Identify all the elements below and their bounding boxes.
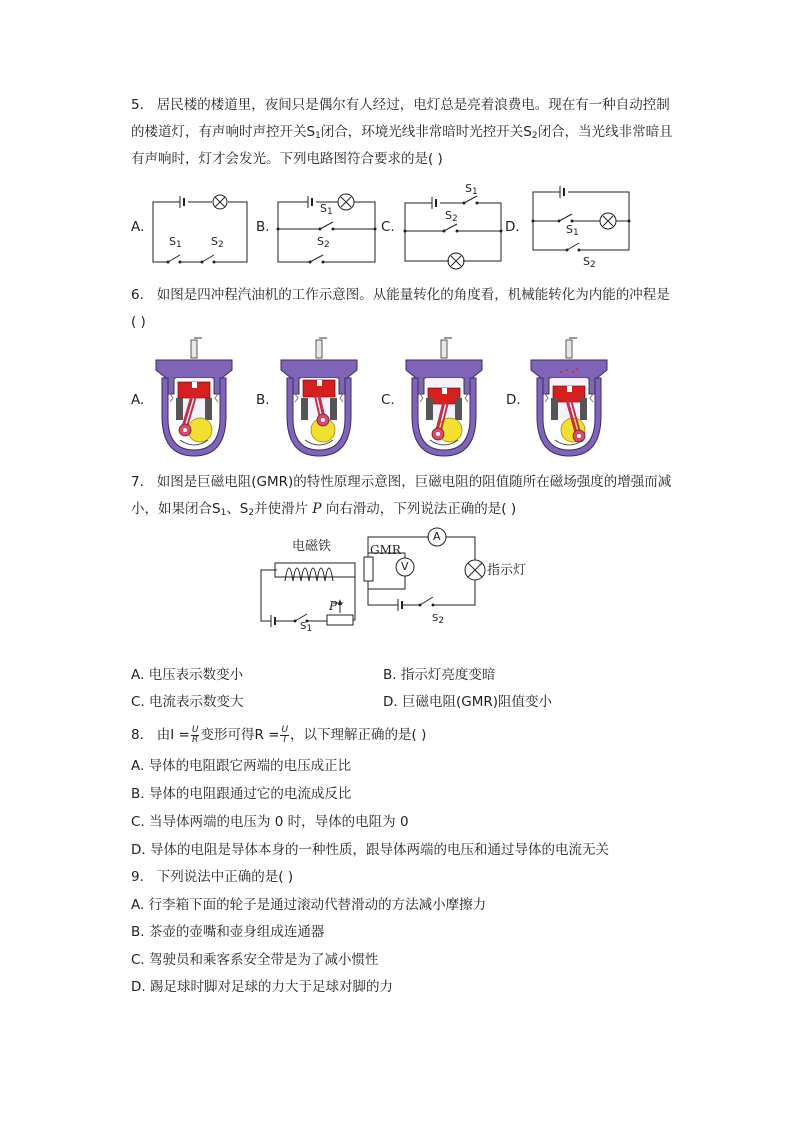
- q9-option-d: D. 踢足球时脚对足球的力大于足球对脚的力: [131, 979, 393, 995]
- q9-option-b: B. 茶壶的壶嘴和壶身组成连通器: [131, 924, 325, 940]
- q5-circuit-c: [400, 185, 505, 275]
- q6-option-c-label: C.: [381, 392, 395, 408]
- q5-b-s1-label: $S_1$: [320, 202, 333, 217]
- q6-engine-c: [402, 338, 486, 460]
- q5-d-s1-label: $S_1$: [566, 223, 579, 238]
- q8-line1: 8. 由I = $\frac{U}{R}$ 变形可得R = $\frac{U}{I}$ ，以下理解正确的是( ): [131, 724, 427, 745]
- q6-engine-a: [152, 338, 236, 460]
- q7-electromagnet-label: 电磁铁: [292, 539, 332, 554]
- q5-a-s1-label: $S_1$: [169, 235, 182, 250]
- q7-s1-label: $S_1$: [300, 621, 313, 634]
- q8-option-c: C. 当导体两端的电压为 0 时，导体的电阻为 0: [131, 814, 409, 830]
- q8-fraction-1: $\frac{U}{R}$: [191, 724, 199, 745]
- q7-line1: 7. 如图是巨磁电阻(GMR)的特性原理示意图，巨磁电阻的阻值随所在磁场强度的增强而减: [131, 474, 672, 490]
- q6-engine-d: [527, 338, 611, 460]
- q6-engine-b: [277, 338, 361, 460]
- q5-line3: 有声响时，灯才会发光。下列电路图符合要求的是( ): [131, 151, 443, 167]
- q5-a-s2-label: $S_2$: [211, 235, 224, 250]
- q5-circuit-a: [150, 185, 250, 267]
- q7-ammeter-label: A: [433, 530, 441, 543]
- q5-d-s2-label: $S_2$: [583, 255, 596, 270]
- q7-option-c: C. 电流表示数变大: [131, 694, 244, 710]
- q5-option-b-label: B.: [256, 219, 270, 235]
- q7-voltmeter-label: V: [401, 560, 409, 573]
- q7-option-d: D. 巨磁电阻(GMR)阻值变小: [383, 694, 553, 710]
- q5-line2: 的楼道灯，有声响时声控开关$S_1$闭合，环境光线非常暗时光控开关$S_2$闭合，当光线非常暗且: [131, 124, 673, 141]
- q6-option-b-label: B.: [256, 392, 270, 408]
- q8-fraction-2: $\frac{U}{I}$: [281, 724, 289, 745]
- q8-option-a: A. 导体的电阻跟它两端的电压成正比: [131, 758, 352, 774]
- q9-line1: 9. 下列说法中正确的是( ): [131, 869, 294, 885]
- q5-c-s1-label: $S_1$: [465, 182, 478, 197]
- q6-option-d-label: D.: [506, 392, 521, 408]
- q5-line1: 5. 居民楼的楼道里，夜间只是偶尔有人经过，电灯总是亮着浪费电。现在有一种自动控制: [131, 97, 670, 113]
- q6-option-a-label: A.: [131, 392, 145, 408]
- q6-line1: 6. 如图是四冲程汽油机的工作示意图。从能量转化的角度看，机械能转化为内能的冲程是: [131, 287, 670, 303]
- q7-line2: 小，如果闭合$S_1$、$S_2$并使滑片 P 向右滑动，下列说法正确的是( ): [131, 501, 517, 518]
- q8-option-d: D. 导体的电阻是导体本身的一种性质，跟导体两端的电压和通过导体的电流无关: [131, 842, 609, 858]
- q6-line2: ( ): [131, 314, 146, 330]
- q5-circuit-d: [525, 180, 635, 270]
- q7-s2-label: $S_2$: [432, 613, 445, 626]
- q5-option-c-label: C.: [381, 219, 395, 235]
- q5-b-s2-label: $S_2$: [317, 235, 330, 250]
- q9-option-c: C. 驾驶员和乘客系安全带是为了减小惯性: [131, 952, 379, 968]
- q9-option-a: A. 行李箱下面的轮子是通过滚动代替滑动的方法减小摩擦力: [131, 897, 487, 913]
- q5-c-s2-label: $S_2$: [445, 209, 458, 224]
- q7-slider-p-label: P: [329, 599, 338, 613]
- q7-gmr-label: GMR: [370, 543, 401, 557]
- q8-option-b: B. 导体的电阻跟通过它的电流成反比: [131, 786, 352, 802]
- q7-option-a: A. 电压表示数变小: [131, 667, 244, 683]
- q7-option-b: B. 指示灯亮度变暗: [383, 667, 496, 683]
- q5-option-a-label: A.: [131, 219, 145, 235]
- q7-indicator-lamp-label: 指示灯: [487, 563, 527, 578]
- q5-option-d-label: D.: [505, 219, 520, 235]
